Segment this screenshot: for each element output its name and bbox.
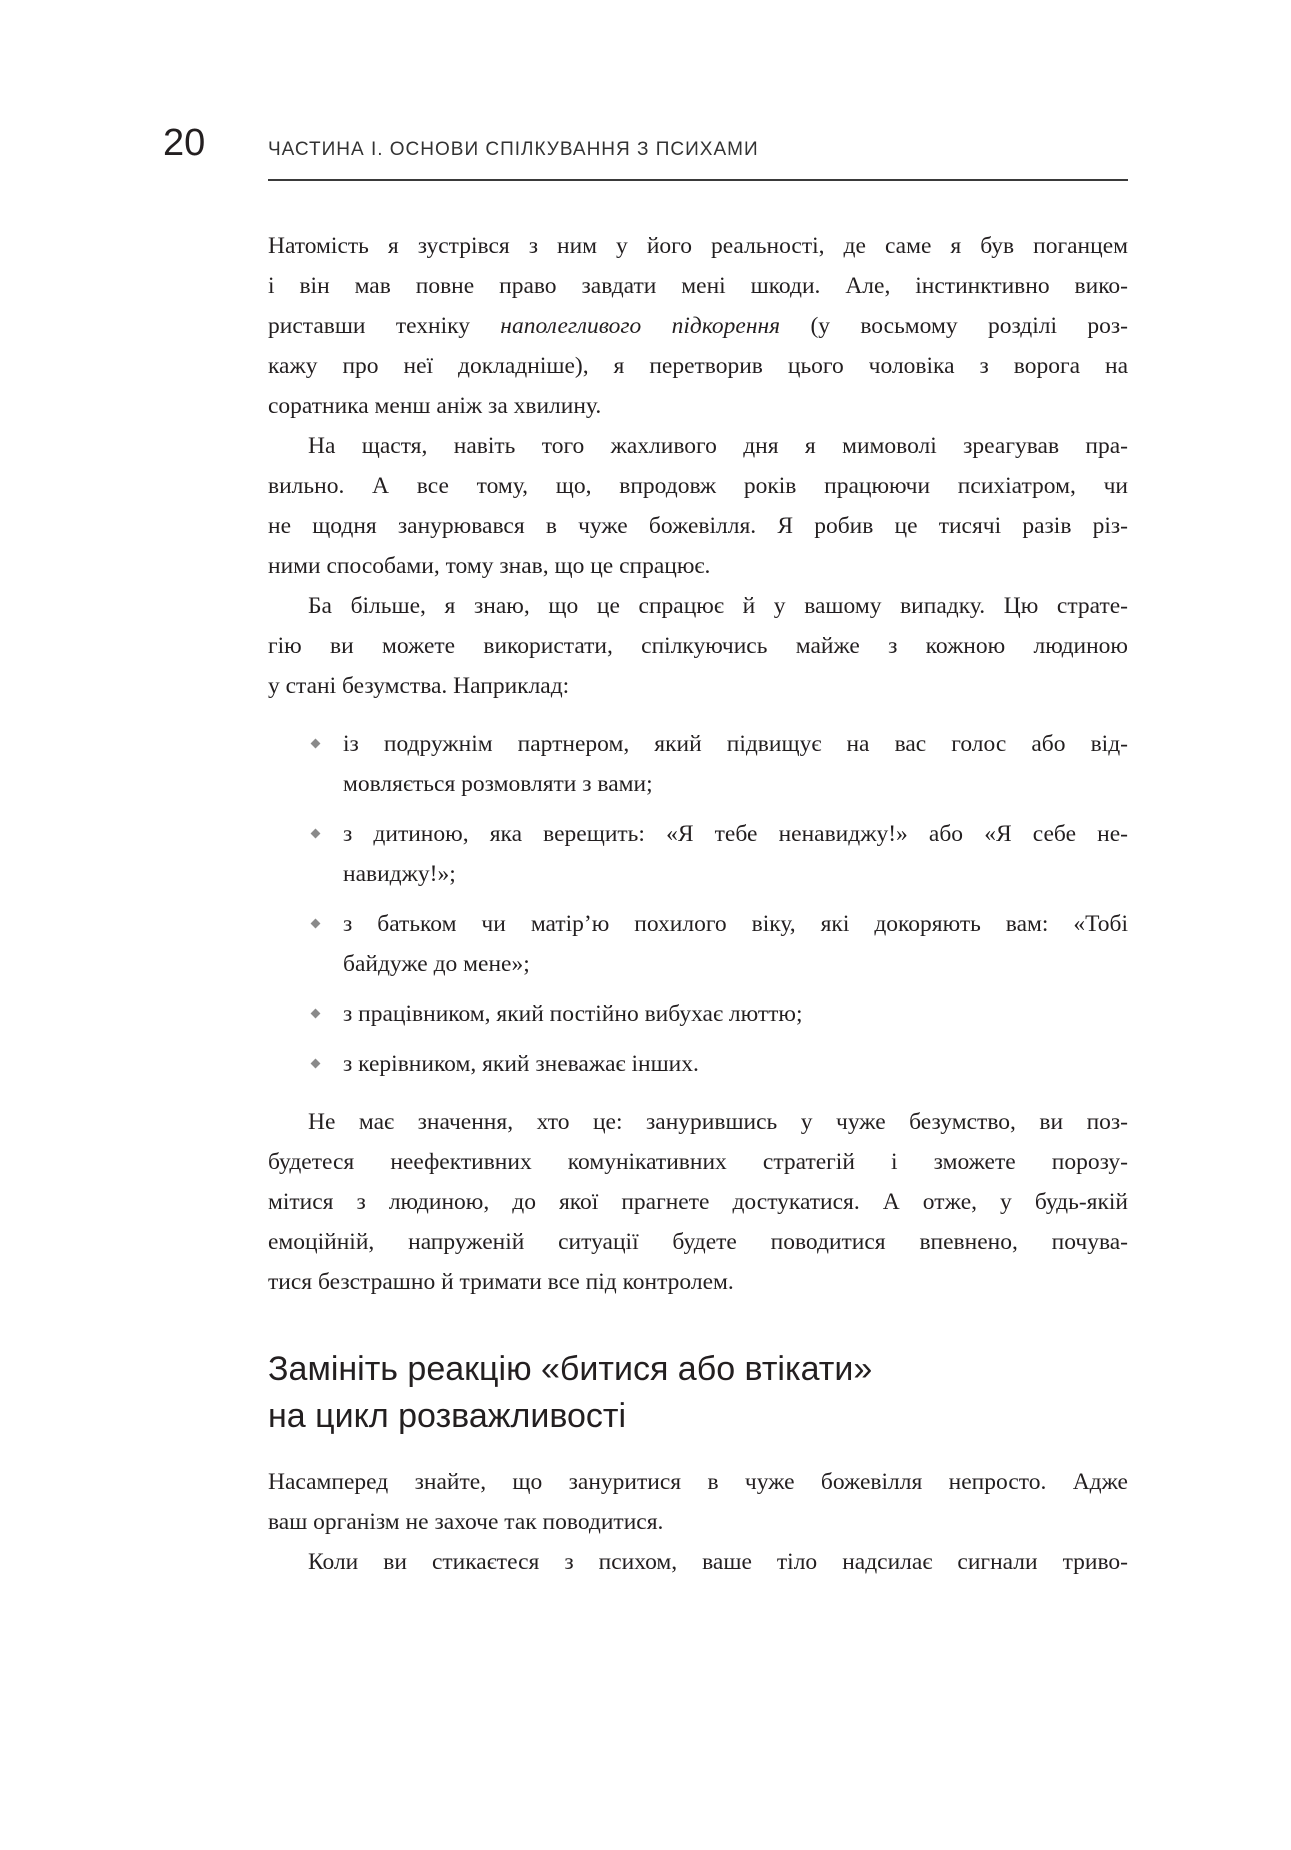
text-segment: (у восьмому розділі роз- — [780, 313, 1129, 339]
diamond-bullet-icon — [311, 1009, 321, 1019]
text-segment: Не має значення, хто це: занурившись у чуже безумство, ви поз- — [308, 1109, 1128, 1135]
text-line — [268, 1142, 1128, 1182]
list-item-line: із подружнім партнером, який підвищує на вас голос або від- — [343, 731, 1128, 757]
text-segment: Насамперед знайте, що зануритися в чуже божевілля непросто. Адже — [268, 1469, 1128, 1495]
text-line — [268, 546, 1128, 586]
list-item — [343, 1044, 1128, 1084]
text-line — [268, 346, 1128, 386]
text-segment: Натомість я зустрівся з ним у його реальності, де саме я був поганцем — [268, 233, 1128, 259]
text-line — [268, 666, 1128, 706]
text-line — [268, 306, 1128, 346]
list-item-line: з батьком чи матір’ю похилого віку, які докоряють вам: «Тобі — [343, 911, 1128, 937]
list-item-line: байдуже до мене»; — [343, 951, 530, 977]
text-line — [268, 266, 1128, 306]
paragraph — [268, 1462, 1128, 1542]
list-item-line: навиджу!»; — [343, 861, 456, 887]
list-item-line: з керівником, який зневажає інших. — [343, 1051, 699, 1077]
diamond-bullet-icon — [311, 829, 321, 839]
list-item-line: мовляється розмовляти з вами; — [343, 771, 653, 797]
text-line — [268, 226, 1128, 266]
diamond-bullet-icon — [311, 1059, 321, 1069]
italic-term: наполегливого підкорення — [500, 313, 781, 339]
text-line — [268, 386, 1128, 426]
text-line — [268, 1542, 1128, 1582]
text-segment: і він мав повне право завдати мені шкоди. Але, інстинктивно вико- — [268, 273, 1128, 299]
list-item — [343, 904, 1128, 984]
text-segment: будетеся неефективних комунікативних стратегій і зможете порозу- — [268, 1149, 1128, 1175]
bullet-list — [268, 724, 1128, 1084]
diamond-bullet-icon — [311, 739, 321, 749]
page-body — [268, 226, 1128, 1582]
list-item — [343, 724, 1128, 804]
text-segment: тися безстрашно й тримати все під контролем. — [268, 1269, 734, 1295]
text-line — [268, 626, 1128, 666]
text-segment: кажу про неї докладніше), я перетворив цього чоловіка з ворога на — [268, 353, 1128, 379]
section-heading-line: на цикл розважливості — [268, 1397, 627, 1435]
text-segment: мітися з людиною, до якої прагнете достукатися. А отже, у будь-якій — [268, 1189, 1128, 1215]
text-segment: ваш організм не захоче так поводитися. — [268, 1509, 664, 1535]
section-heading — [268, 1346, 1128, 1440]
text-segment: Ба більше, я знаю, що це спрацює й у вашому випадку. Цю страте- — [308, 593, 1128, 619]
text-line — [268, 506, 1128, 546]
section-heading-line: Замініть реакцію «битися або втікати» — [268, 1350, 873, 1388]
text-line — [268, 1182, 1128, 1222]
text-line — [268, 1102, 1128, 1142]
text-line — [268, 1462, 1128, 1502]
list-item — [343, 994, 1128, 1034]
header-rule — [268, 179, 1128, 181]
text-segment: вильно. А все тому, що, впродовж років працюючи психіатром, чи — [268, 473, 1128, 499]
text-line — [268, 1222, 1128, 1262]
text-segment: риставши техніку — [268, 313, 501, 339]
paragraph — [268, 586, 1128, 706]
text-line — [268, 466, 1128, 506]
running-header: ЧАСТИНА І. ОСНОВИ СПІЛКУВАННЯ З ПСИХАМИ — [268, 139, 759, 160]
text-segment: не щодня занурювався в чуже божевілля. Я робив це тисячі разів різ- — [268, 513, 1128, 539]
paragraph — [268, 1102, 1128, 1302]
page-number: 20 — [163, 122, 206, 164]
text-segment: ними способами, тому знав, що це спрацює. — [268, 553, 711, 579]
paragraph — [268, 1542, 1128, 1582]
list-item — [343, 814, 1128, 894]
text-segment: гію ви можете використати, спілкуючись майже з кожною людиною — [268, 633, 1128, 659]
paragraph — [268, 226, 1128, 426]
text-line — [268, 1502, 1128, 1542]
text-segment: Коли ви стикаєтеся з психом, ваше тіло надсилає сигнали триво- — [308, 1549, 1128, 1575]
diamond-bullet-icon — [311, 919, 321, 929]
text-segment: На щастя, навіть того жахливого дня я мимоволі зреагував пра- — [308, 433, 1128, 459]
text-segment: емоційній, напруженій ситуації будете поводитися впевнено, почува- — [268, 1229, 1128, 1255]
list-item-line: з дитиною, яка верещить: «Я тебе ненавиджу!» або «Я себе не- — [343, 821, 1128, 847]
text-line — [268, 1262, 1128, 1302]
text-segment: у стані безумства. Наприклад: — [268, 673, 570, 699]
text-line — [268, 426, 1128, 466]
list-item-line: з працівником, який постійно вибухає люттю; — [343, 1001, 803, 1027]
text-segment: соратника менш аніж за хвилину. — [268, 393, 602, 419]
paragraph — [268, 426, 1128, 586]
text-line — [268, 586, 1128, 626]
